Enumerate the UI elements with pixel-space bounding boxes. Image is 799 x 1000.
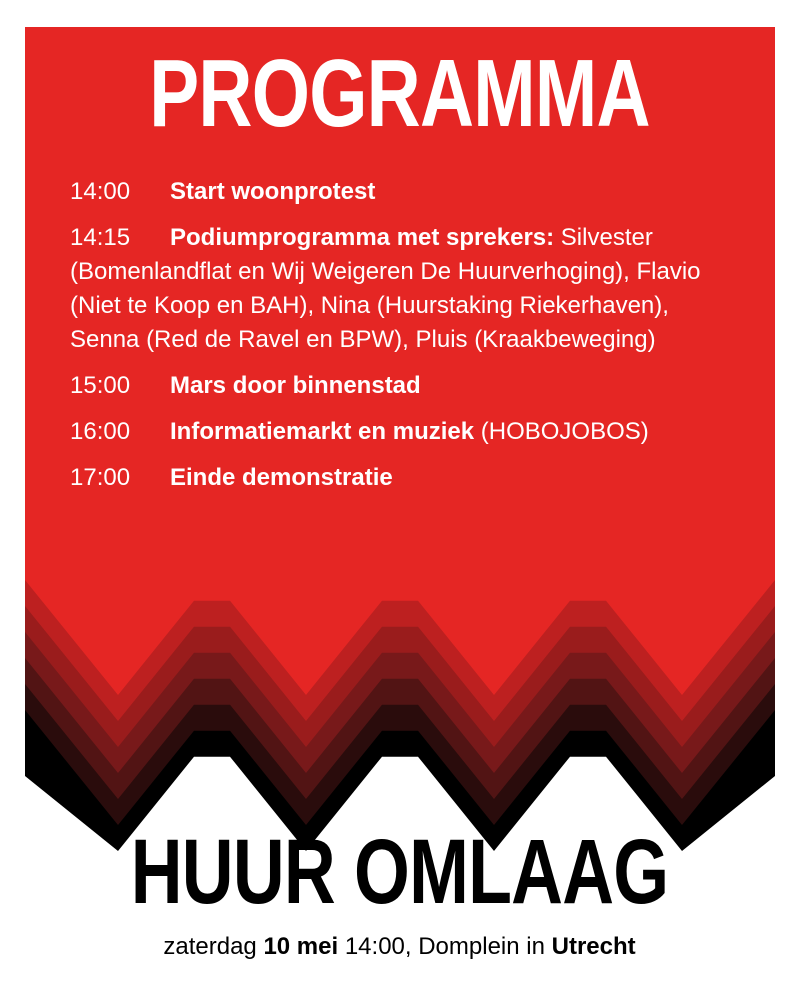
entry-heading: Podiumprogramma met sprekers: bbox=[170, 224, 555, 251]
event-day: zaterdag bbox=[163, 933, 264, 960]
entry-heading: Start woonprotest bbox=[170, 178, 376, 205]
schedule-entry bbox=[70, 461, 740, 495]
entry-heading: Mars door binnenstad bbox=[170, 372, 421, 399]
entry-time: 15:00 bbox=[70, 372, 131, 399]
entry-time: 16:00 bbox=[70, 418, 131, 445]
entry-time: 17:00 bbox=[70, 464, 131, 491]
entry-detail: Silvester (Bomenlandflat en Wij Weigeren De Huurverhoging), Flavio (Niet te Koop en BAH), Nina (Huurstaking Riekerhaven), Senna (Red de Ravel en BPW), Pluis (Kraakbeweging) bbox=[70, 224, 701, 353]
schedule-entry bbox=[70, 369, 740, 403]
schedule-entry bbox=[70, 175, 740, 209]
entry-heading: Einde demonstratie bbox=[170, 464, 393, 491]
schedule-entry bbox=[70, 221, 740, 357]
entry-time: 14:15 bbox=[70, 224, 131, 251]
schedule-list bbox=[70, 175, 740, 507]
huur-omlaag-headline: HUUR OMLAAG bbox=[130, 821, 669, 923]
event-city: Utrecht bbox=[551, 933, 636, 960]
entry-time: 14:00 bbox=[70, 178, 131, 205]
programma-title: PROGRAMMA bbox=[149, 40, 650, 147]
entry-detail: (HOBOJOBOS) bbox=[480, 418, 649, 445]
schedule-entry bbox=[70, 415, 740, 449]
entry-heading: Informatiemarkt en muziek bbox=[170, 418, 475, 445]
event-date: 10 mei bbox=[263, 933, 339, 960]
event-details bbox=[0, 932, 799, 962]
event-time-location: 14:00, Domplein in bbox=[338, 933, 552, 960]
